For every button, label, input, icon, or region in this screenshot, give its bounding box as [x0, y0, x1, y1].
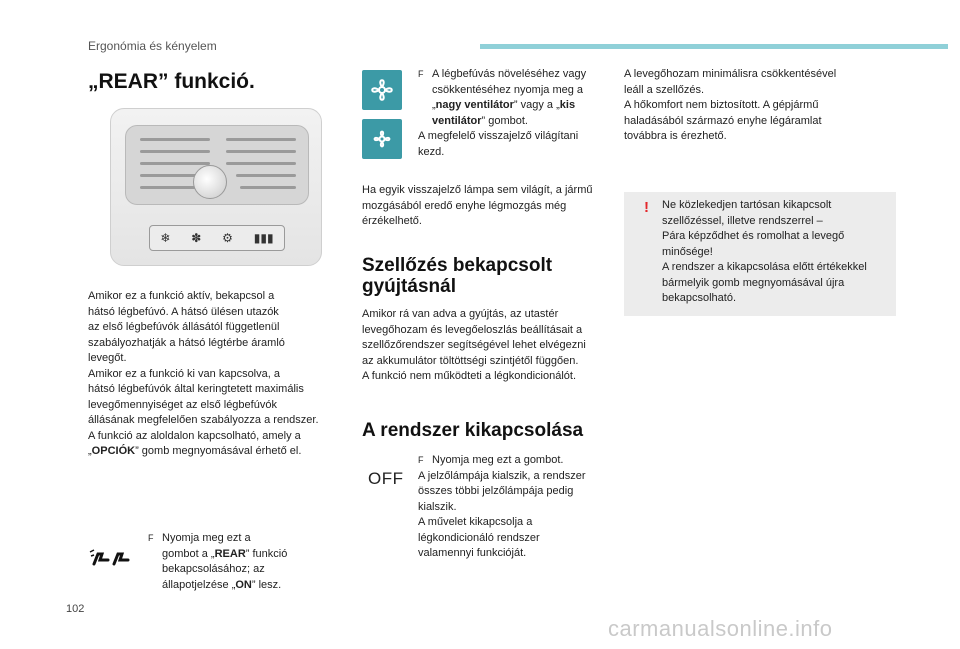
- page-number: 102: [66, 603, 85, 615]
- system-off-instruction: F Nyomja meg ezt a gombot. A jelzőlámpája kialszik, a rendszer összes többi jelzőlámpája pedig kialszik. A művelet kikapcsolja a légkondicionáló rendszer valamennyi funkcióját.: [418, 454, 586, 559]
- ventilation-paragraph: Amikor rá van adva a gyújtás, az utastér levegőhozam és levegőeloszlás beállításait a szellőzőrendszer segítségével lehet elvégezni az akkumulátor töltöttségi szintjétől függően. A funkció nem működteti a légkondicionálót.: [362, 308, 586, 382]
- rear-vent-panel-illustration: [110, 108, 322, 266]
- off-button-icon: OFF: [368, 469, 404, 488]
- section-header: Ergonómia és kényelem: [88, 39, 217, 53]
- rear-function-description: Amikor ez a funkció aktív, bekapcsol a hátsó légbefúvó. A hátsó ülésen utazók az első légbefúvók állásától függetlenül szabályozhatják a hátsó légtérbe áramló levegőt. Amikor ez a funkció ki van kapcsolva, a hátsó légbefúvók által keringtetett maximális levegőmennyiséget az első légbefúvók állásának megfelelően szabályozza a rendszer. A funkció az aloldalon kapcsolható, amely a „OPCIÓK” gomb megnyomásával érhető el.: [88, 290, 319, 457]
- step-bullet: F: [148, 533, 154, 543]
- panel-button-1: ❄: [160, 231, 171, 245]
- rear-function-title: „REAR” funkció.: [88, 70, 255, 93]
- airflow-minimum-paragraph: A levegőhozam minimálisra csökkentésével leáll a szellőzés. A hőkomfort nem biztosított. A gépjármű haladásából származó enyhe légáramlat továbbra is érezhető.: [624, 68, 837, 142]
- panel-button-2: ✽: [191, 231, 202, 245]
- rear-step-instruction: F Nyomja meg ezt a gombot a „REAR” funkció bekapcsolásához; az állapotjelzése „ON” lesz.: [148, 532, 288, 591]
- small-fan-icon: [362, 119, 402, 159]
- watermark: carmanualsonline.info: [608, 616, 833, 641]
- warning-icon: !: [644, 199, 649, 216]
- ventilation-heading: Szellőzés bekapcsolt gyújtásnál: [362, 255, 553, 297]
- warning-text: Ne közlekedjen tartósan kikapcsolt szellőzéssel, illetve rendszerrel – Pára képződhet és romolhat a levegő minősége! A rendszer a kikapcsolása előtt értékekkel bármelyik gomb megnyomásával újra bekapcsolható.: [662, 199, 867, 304]
- panel-button-strip: [149, 225, 285, 251]
- panel-button-3: ⚙: [222, 231, 233, 245]
- header-accent-bar: [480, 44, 948, 49]
- big-fan-icon: [362, 70, 402, 110]
- system-off-heading: A rendszer kikapcsolása: [362, 420, 584, 441]
- fan-bullet: F: [418, 69, 424, 79]
- no-indicator-paragraph: Ha egyik visszajelző lámpa sem világít, a jármű mozgásából eredő enyhe légmozgás még érzékelhető.: [362, 184, 593, 227]
- warning-box: [624, 192, 896, 316]
- panel-button-4: ▮▮▮: [253, 231, 274, 245]
- off-bullet: F: [418, 455, 424, 465]
- rear-seat-icon: [88, 546, 134, 568]
- vent-knob: [193, 165, 227, 199]
- fan-speed-instruction: F A légbefúvás növeléséhez vagy csökkentéséhez nyomja meg a „nagy ventilátor” vagy a „kis ventilátor” gombot. A megfelelő visszajelző világítani kezd.: [418, 68, 587, 158]
